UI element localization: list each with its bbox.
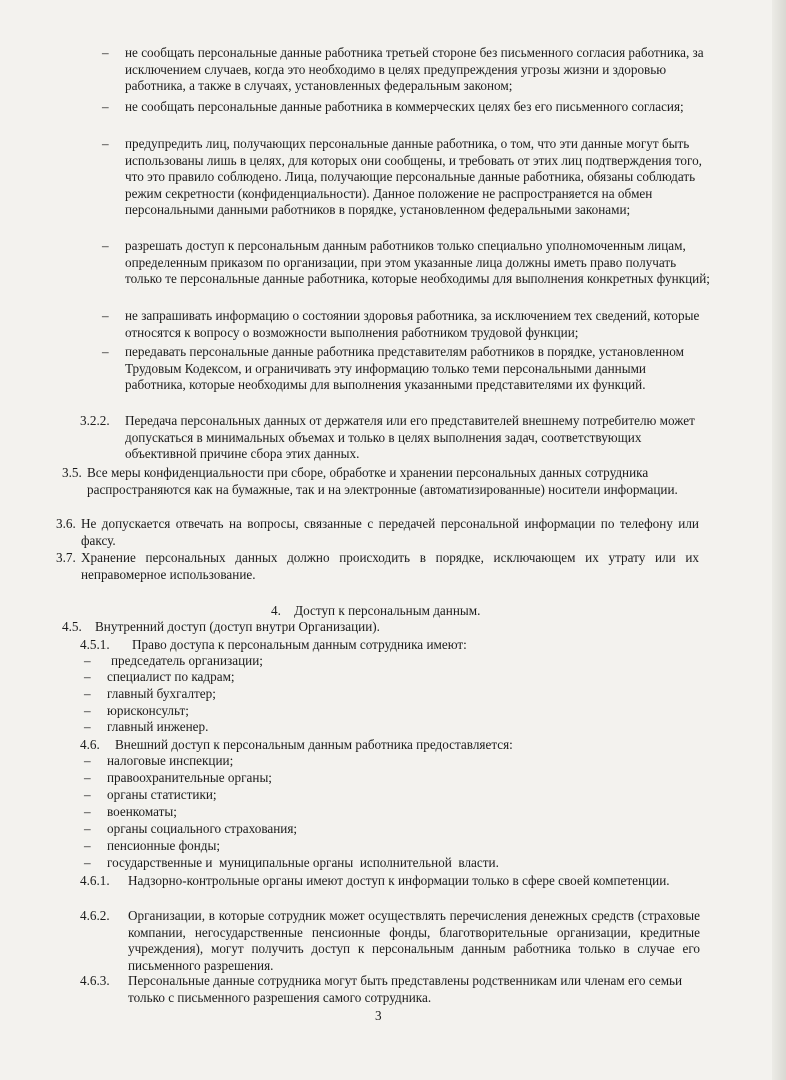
item-text: Организации, в которые сотрудник может осуществлять перечисления денежных средств (страховые компании, негосударственные пенсионные фонды, благотворительные организации, кредитные учреждения), могут получить доступ к персональным данным работника только в случае его письменного разрешения.: [128, 908, 700, 973]
list-dash: –: [84, 855, 91, 870]
item-number: 4.6.1.: [80, 873, 110, 888]
bullet-item: не сообщать персональные данные работника в коммерческих целях без его письменного согласия;: [125, 99, 684, 114]
list-dash: –: [84, 787, 91, 802]
item-text: Внешний доступ к персональным данным работника предоставляется:: [115, 737, 513, 752]
list-dash: –: [84, 804, 91, 819]
bullet-dash: –: [102, 238, 109, 253]
list-item: правоохранительные органы;: [107, 770, 272, 785]
item-text: Все меры конфиденциальности при сборе, обработке и хранении персональных данных сотрудника распространяются как на бумажные, так и на электронные (автоматизированные) носители информации.: [87, 465, 678, 497]
item-number: 3.7.: [56, 550, 76, 565]
list-item: юрисконсульт;: [107, 703, 189, 718]
item-number: 4.5.1.: [80, 637, 110, 652]
list-item: председатель организации;: [111, 653, 263, 668]
item-text: Право доступа к персональным данным сотрудника имеют:: [132, 637, 467, 652]
bullet-item: передавать персональные данные работника представителям работников в порядке, установленном Трудовым Кодексом, и ограничивать эту информацию только теми персональными данными работника, которые необходимы для выполнения указанными представителями их функций.: [125, 344, 684, 393]
list-dash: –: [84, 703, 91, 718]
list-dash: –: [84, 686, 91, 701]
bullet-dash: –: [102, 308, 109, 323]
list-item: налоговые инспекции;: [107, 753, 234, 768]
list-item: органы статистики;: [107, 787, 217, 802]
item-number: 3.2.2.: [80, 413, 110, 428]
section-heading: 4. Доступ к персональным данным.: [271, 603, 481, 618]
bullet-item: разрешать доступ к персональным данным работников только специально уполномоченным лицам, определенным приказом по организации, при этом указанные лица должны иметь право получать только те персональные данные работника, которые необходимы для выполнения конкретных функций;: [125, 238, 710, 287]
list-dash: –: [84, 753, 91, 768]
list-dash: –: [84, 770, 91, 785]
list-item: главный бухгалтер;: [107, 686, 216, 701]
item-text: Надзорно-контрольные органы имеют доступ к информации только в сфере своей компетенции.: [128, 873, 670, 888]
list-dash: –: [84, 653, 91, 668]
bullet-dash: –: [102, 136, 109, 151]
bullet-dash: –: [102, 45, 109, 60]
list-dash: –: [84, 838, 91, 853]
list-item: государственные и муниципальные органы исполнительной власти.: [107, 855, 499, 870]
item-text: Хранение персональных данных должно происходить в порядке, исключающем их утрату или их неправомерное использование.: [81, 550, 699, 582]
list-dash: –: [84, 669, 91, 684]
list-item: специалист по кадрам;: [107, 669, 235, 684]
bullet-item: не сообщать персональные данные работника третьей стороне без письменного согласия работника, за исключением случаев, когда это необходимо в целях предупреждения угрозы жизни и здоровью работника, а также в случаях, установленных федеральным законом;: [125, 45, 704, 94]
list-item: военкоматы;: [107, 804, 177, 819]
item-number: 4.6.3.: [80, 973, 110, 988]
bullet-item: не запрашивать информацию о состоянии здоровья работника, за исключением тех сведений, которые относятся к вопросу о возможности выполнения работником трудовой функции;: [125, 308, 700, 340]
item-number: 4.5.: [62, 619, 82, 634]
item-text: Не допускается отвечать на вопросы, связанные с передачей персональной информации по телефону или факсу.: [81, 516, 699, 548]
bullet-dash: –: [102, 99, 109, 114]
item-number: 3.6.: [56, 516, 76, 531]
bullet-item: предупредить лиц, получающих персональные данные работника, о том, что эти данные могут быть использованы лишь в целях, для которых они сообщены, и требовать от этих лиц подтверждения того, что это правило соблюдено. Лица, получающие персональные данные работника, обязаны соблюдать режим секретности (конфиденциальности). Данное положение не распространяется на обмен персональными данными работников в порядке, установленном федеральными законами;: [125, 136, 702, 218]
bullet-dash: –: [102, 344, 109, 359]
page-number: 3: [375, 1008, 382, 1023]
item-text: Персональные данные сотрудника могут быть представлены родственникам или членам его семьи только с письменного разрешения самого сотрудника.: [128, 973, 683, 1005]
item-number: 4.6.2.: [80, 908, 110, 923]
list-item: главный инженер.: [107, 719, 209, 734]
list-item: пенсионные фонды;: [107, 838, 221, 853]
item-number: 4.6.: [80, 737, 100, 752]
list-item: органы социального страхования;: [107, 821, 298, 836]
page-edge-shadow: [772, 0, 786, 1080]
list-dash: –: [84, 821, 91, 836]
item-text: Внутренний доступ (доступ внутри Организации).: [95, 619, 380, 634]
item-text: Передача персональных данных от держателя или его представителей внешнему потребителю может допускаться в минимальных объемах и только в целях выполнения задач, соответствующих объективной причине сбора этих данных.: [125, 413, 695, 462]
list-dash: –: [84, 719, 91, 734]
item-number: 3.5.: [62, 465, 82, 480]
